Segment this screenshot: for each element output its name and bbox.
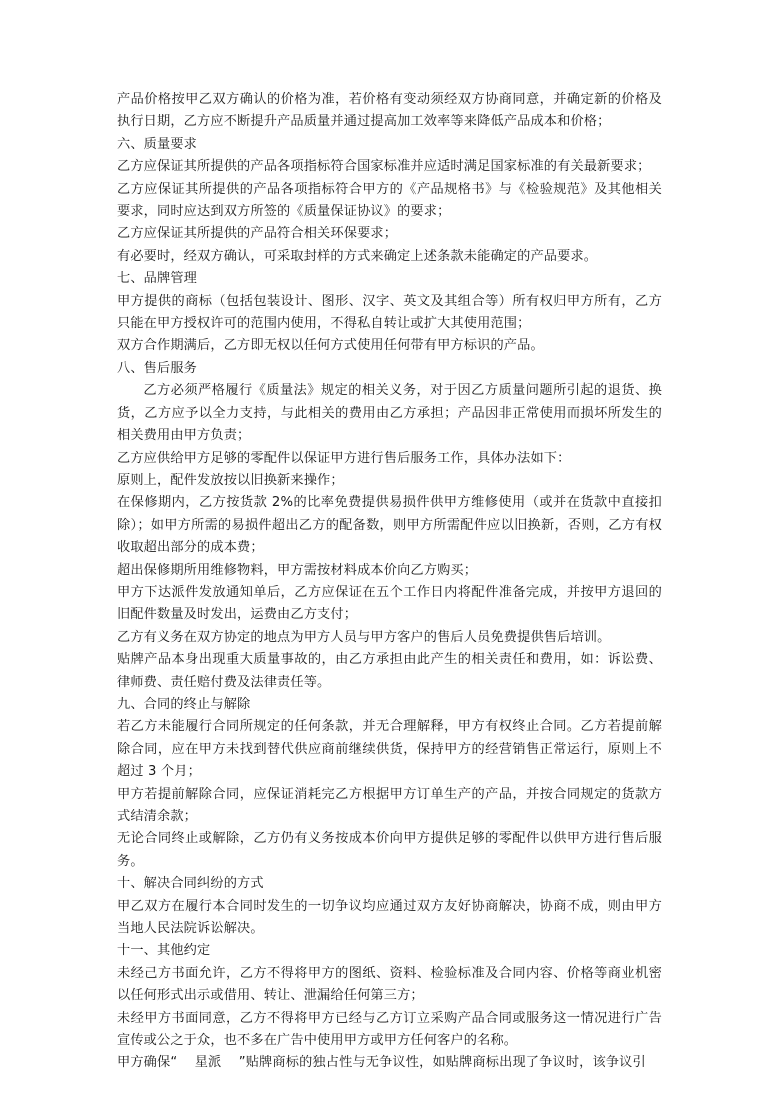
paragraph-termination-party-a: 甲方若提前解除合同，应保证消耗完乙方根据甲方订单生产的产品，并按合同规定的货款方式结清余款；	[117, 786, 662, 824]
paragraph-brand-expiry: 双方合作期满后，乙方即无权以任何方式使用任何带有甲方标识的产品。	[117, 338, 544, 354]
paragraph-termination-party-b: 若乙方未能履行合同所规定的任何条款，并无合理解释，甲方有权终止合同。乙方若提前解除合同，应在甲方未找到替代供应商前继续供货，保持甲方的经营销售正常运行，原则上不超过 3 个月；	[117, 719, 662, 780]
section-heading-termination: 九、合同的终止与解除	[117, 696, 251, 712]
paragraph-quality-specifications: 乙方应保证其所提供的产品各项指标符合甲方的《产品规格书》与《检验规范》及其他相关要求，同时应达到双方所签的《质量保证协议》的要求；	[117, 181, 662, 220]
paragraph-after-sales-obligations: 乙方必须严格履行《质量法》规定的相关义务，对于因乙方质量问题所引起的退货、换货，乙方应予以全力支持，与此相关的费用由乙方承担；产品因非正常使用而损坏所发生的相关费用由甲方负责；	[117, 383, 662, 444]
paragraph-brand-trademark: 甲方提供的商标（包括包装设计、图形、汉字、英文及其组合等）所有权归甲方所有，乙方只能在甲方授权许可的范围内使用，不得私自转让或扩大其使用范围；	[117, 293, 662, 332]
paragraph-quality-national-standard: 乙方应保证其所提供的产品各项指标符合国家标准并应适时满足国家标准的有关最新要求；	[117, 159, 651, 175]
paragraph-after-sales-out-of-warranty: 超出保修期所用维修物料，甲方需按材料成本价向乙方购买；	[117, 562, 478, 578]
paragraph-after-sales-parts: 乙方应供给甲方足够的零配件以保证甲方进行售后服务工作，具体办法如下：	[117, 450, 571, 466]
paragraph-quality-sample: 有必要时，经双方确认，可采取封样的方式来确定上述条款未能确定的产品要求。	[117, 248, 598, 264]
section-heading-after-sales: 八、售后服务	[117, 360, 198, 376]
section-heading-quality: 六、质量要求	[117, 136, 198, 152]
paragraph-after-sales-exchange: 原则上，配件发放按以旧换新来操作；	[117, 472, 344, 488]
paragraph-after-sales-warranty: 在保修期内，乙方按货款 2%的比率免费提供易损件供甲方维修使用（或并在货款中直接扣除）；如甲方所需的易损件超出乙方的配备数，则甲方所需配件应以旧换新，否则，乙方有权收取超出部分的成本费；	[117, 495, 662, 556]
paragraph-after-sales-training: 乙方有义务在双方协定的地点为甲方人员与甲方客户的售后人员免费提供售后培训。	[117, 629, 611, 645]
paragraph-other-publicity: 未经甲方书面同意，乙方不得将甲方已经与乙方订立采购产品合同或服务这一情况进行广告宣传或公之于众，也不多在广告中使用甲方或甲方任何客户的名称。	[117, 1010, 662, 1049]
section-heading-disputes: 十、解决合同纠纷的方式	[117, 876, 264, 892]
paragraph-other-confidentiality: 未经己方书面允许，乙方不得将甲方的图纸、资料、检验标准及合同内容、价格等商业机密以任何形式出示或借用、转让、泄漏给任何第三方；	[117, 965, 662, 1004]
paragraph-price-terms: 产品价格按甲乙双方确认的价格为准，若价格有变动须经双方协商同意，并确定新的价格及执行日期，乙方应不断提升产品质量并通过提高加工效率等来降低产品成本和价格；	[117, 92, 662, 130]
paragraph-other-trademark: 甲方确保“ 星派 ”贴牌商标的独占性与无争议性，如贴牌商标出现了争议时，该争议引	[117, 1055, 646, 1071]
document-page	[117, 89, 662, 1075]
section-heading-brand: 七、品牌管理	[117, 271, 198, 287]
paragraph-quality-environmental: 乙方应保证其所提供的产品符合相关环保要求；	[117, 226, 398, 242]
paragraph-disputes: 甲乙双方在履行本合同时发生的一切争议均应通过双方友好协商解决，协商不成，则由甲方当地人民法院诉讼解决。	[117, 898, 662, 937]
paragraph-after-sales-dispatch: 甲方下达派件发放通知单后，乙方应保证在五个工作日内将配件准备完成，并按甲方退回的旧配件数量及时发出，运费由乙方支付；	[117, 584, 662, 623]
paragraph-after-sales-liability: 贴牌产品本身出现重大质量事故的，由乙方承担由此产生的相关责任和费用，如：诉讼费、律师费、责任赔付费及法律责任等。	[117, 652, 662, 690]
section-heading-other: 十一、其他约定	[117, 943, 211, 959]
paragraph-termination-parts: 无论合同终止或解除，乙方仍有义务按成本价向甲方提供足够的零配件以供甲方进行售后服务。	[117, 831, 662, 869]
